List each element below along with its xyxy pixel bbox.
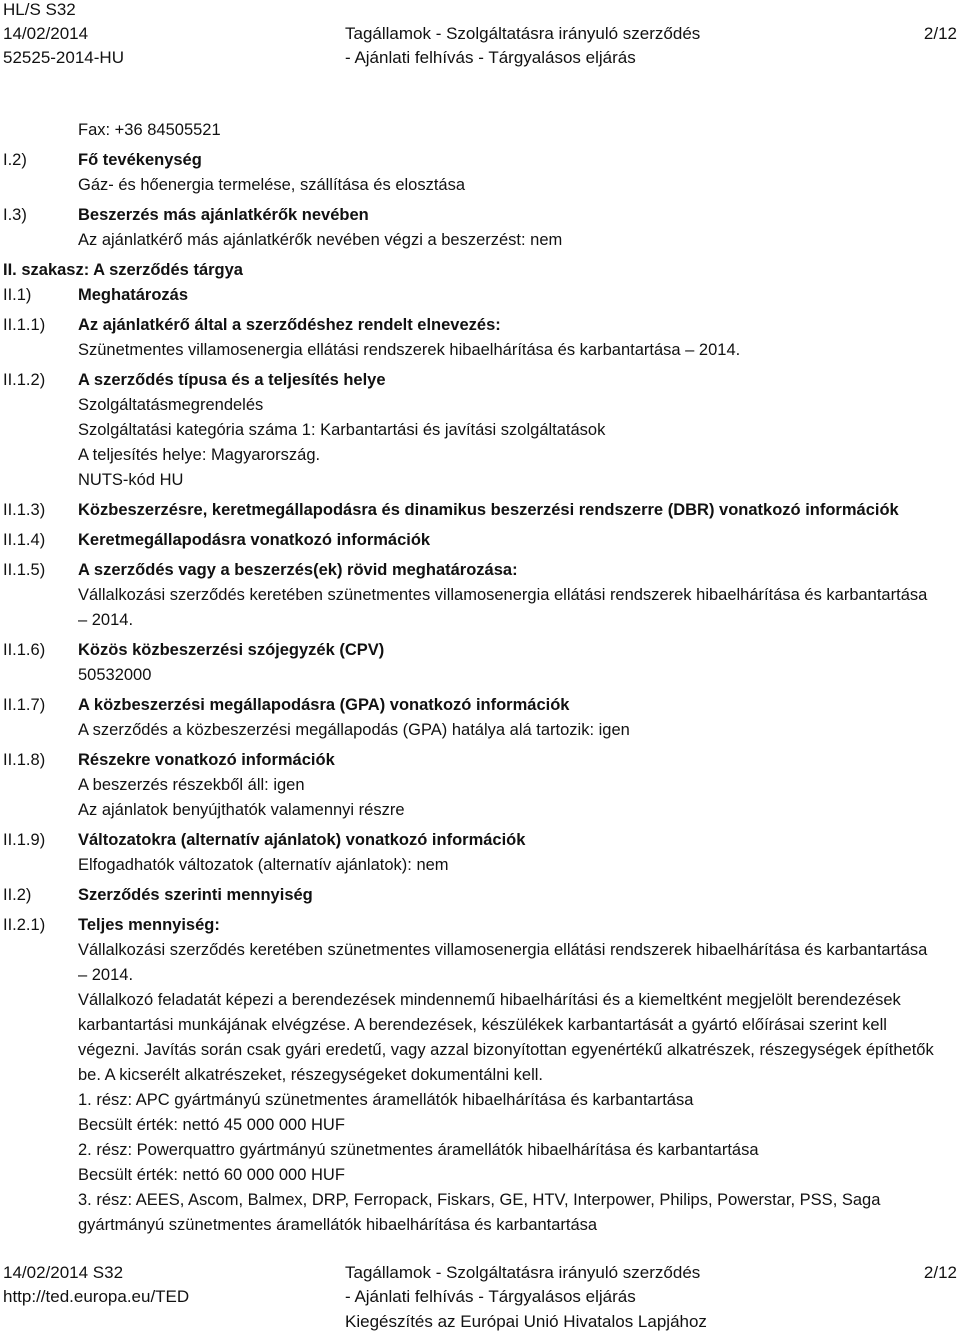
section-number: II.2): [3, 886, 32, 904]
section-text: Szolgáltatási kategória száma 1: Karbantartási és javítási szolgáltatások: [78, 421, 606, 439]
section-text: Vállalkozási szerződés keretében szünetmentes villamosenergia ellátási rendszerek hibaelhárítása és karbantartása – 2014.: [78, 586, 928, 629]
section-content: [78, 528, 960, 553]
section-heading: A közbeszerzési megállapodásra (GPA) vonatkozó információk: [78, 696, 570, 714]
section-text: Szünetmentes villamosenergia ellátási rendszerek hibaelhárítása és karbantartása – 2014.: [78, 341, 741, 359]
section-text: Vállalkozó feladatát képezi a berendezések mindennemű hibaelhárítási és a kiemeltként megjelölt berendezések karbantartási munkájának elvégzése. A berendezések, készülékek karbantartását a gyártó előírásai szerint kell végezni. Javítás során csak gyári eredetű, vagy azzal bizonyítottan egyenértékű alkatrészek, részegységek építhetők be. A kicserélt alkatrészeket, részegységeket dokumentálni kell.: [78, 991, 934, 1084]
section-text: Fax: +36 84505521: [78, 121, 221, 139]
section-content: [78, 748, 960, 823]
section-row: [0, 498, 960, 523]
section-number: II.1.3): [3, 501, 46, 519]
page-header: [0, 0, 960, 72]
section-row: [0, 528, 960, 553]
section-heading: Közbeszerzésre, keretmegállapodásra és dinamikus beszerzési rendszerre (DBR) vonatkozó információk: [78, 501, 899, 519]
footer-title-line1: Tagállamok - Szolgáltatásra irányuló szerződés: [345, 1263, 701, 1282]
header-doc-id: 52525-2014-HU: [3, 48, 124, 67]
section-content: [78, 498, 960, 523]
section-text: Becsült érték: nettó 60 000 000 HUF: [78, 1166, 345, 1184]
section-number: II.1.9): [3, 831, 46, 849]
section-text: A szerződés a közbeszerzési megállapodás (GPA) hatálya alá tartozik: igen: [78, 721, 630, 739]
section-row: [0, 368, 960, 493]
section-content: [78, 558, 960, 633]
section-content: [78, 913, 960, 1238]
section-row: [0, 693, 960, 743]
section-text: 3. rész: AEES, Ascom, Balmex, DRP, Ferropack, Fiskars, GE, HTV, Interpower, Philips, Powerstar, PSS, Saga gyártmányú szünetmentes áramellátók hibaelhárítása és karbantartása: [78, 1191, 881, 1234]
section-text: 1. rész: APC gyártmányú szünetmentes áramellátók hibaelhárítása és karbantartása: [78, 1091, 694, 1109]
section-text: 50532000: [78, 666, 152, 684]
section-row: [0, 748, 960, 823]
section-text: Az ajánlatok benyújthatók valamennyi részre: [78, 801, 405, 819]
section-heading: Közös közbeszerzési szójegyzék (CPV): [78, 641, 385, 659]
section-row: [0, 638, 960, 688]
section-row: [0, 828, 960, 878]
footer-title-line2: - Ajánlati felhívás - Tárgyalásos eljárás: [345, 1287, 636, 1306]
section-text: Vállalkozási szerződés keretében szünetmentes villamosenergia ellátási rendszerek hibaelhárítása és karbantartása – 2014.: [78, 941, 928, 984]
header-page-number: 2/12: [923, 24, 957, 43]
section-content: [78, 638, 960, 688]
section-number: II.1.4): [3, 531, 46, 549]
header-date: 14/02/2014: [3, 24, 89, 43]
page-footer: [0, 1263, 960, 1335]
header-title-line2: - Ajánlati felhívás - Tárgyalásos eljárás: [345, 48, 636, 67]
section-heading: Szerződés szerinti mennyiség: [78, 886, 313, 904]
section-number: I.3): [3, 206, 27, 224]
section-content: [78, 283, 960, 308]
section-text: 2. rész: Powerquattro gyártmányú szünetmentes áramellátók hibaelhárítása és karbantartása: [78, 1141, 759, 1159]
section-content: [78, 883, 960, 908]
section-title: II. szakasz: A szerződés tárgya: [3, 261, 243, 279]
section-content: [78, 148, 960, 198]
section-number: II.2.1): [3, 916, 46, 934]
section-heading: Meghatározás: [78, 286, 189, 304]
section-text: A teljesítés helye: Magyarország.: [78, 446, 321, 464]
section-content: [78, 828, 960, 878]
section-content: [78, 368, 960, 493]
section-heading: A szerződés típusa és a teljesítés helye: [78, 371, 386, 389]
section-number: II.1.2): [3, 371, 46, 389]
section-content: [78, 693, 960, 743]
footer-url[interactable]: http://ted.europa.eu/TED: [3, 1287, 190, 1306]
section-text: Gáz- és hőenergia termelése, szállítása és elosztása: [78, 176, 466, 194]
section-row: [0, 313, 960, 363]
section-heading: Az ajánlatkérő által a szerződéshez rendelt elnevezés:: [78, 316, 501, 334]
section-content: [78, 203, 960, 253]
section-text: Becsült érték: nettó 45 000 000 HUF: [78, 1116, 345, 1134]
section-number: II.1.8): [3, 751, 46, 769]
section-text: A beszerzés részekből áll: igen: [78, 776, 305, 794]
section-number: II.1.6): [3, 641, 46, 659]
section-heading: Keretmegállapodásra vonatkozó információk: [78, 531, 431, 549]
footer-date-series: 14/02/2014 S32: [3, 1263, 124, 1282]
section-heading: Fő tevékenység: [78, 151, 202, 169]
section-number: II.1): [3, 286, 32, 304]
section-number: II.1.7): [3, 696, 46, 714]
header-title-line1: Tagállamok - Szolgáltatásra irányuló szerződés: [345, 24, 701, 43]
section-heading: Beszerzés más ajánlatkérők nevében: [78, 206, 369, 224]
footer-page-number: 2/12: [923, 1263, 957, 1282]
section-row: [0, 913, 960, 1238]
section-content: [78, 118, 960, 143]
section-row: [0, 203, 960, 253]
section-heading: Teljes mennyiség:: [78, 916, 220, 934]
section-text: Az ajánlatkérő más ajánlatkérők nevében végzi a beszerzést: nem: [78, 231, 563, 249]
section-row: [0, 558, 960, 633]
section-row: [0, 283, 960, 308]
section-number: II.1.5): [3, 561, 46, 579]
section-heading: Részekre vonatkozó információk: [78, 751, 335, 769]
section-number: II.1.1): [3, 316, 46, 334]
section-number: [0, 118, 78, 143]
section-text: Elfogadhatók változatok (alternatív ajánlatok): nem: [78, 856, 449, 874]
footer-supplement: Kiegészítés az Európai Unió Hivatalos Lapjához: [345, 1312, 707, 1331]
section-heading: Változatokra (alternatív ajánlatok) vonatkozó információk: [78, 831, 526, 849]
section-content: [78, 313, 960, 363]
section-number: I.2): [3, 151, 27, 169]
section-text: NUTS-kód HU: [78, 471, 184, 489]
section-heading: A szerződés vagy a beszerzés(ek) rövid meghatározása:: [78, 561, 518, 579]
section-row: [0, 148, 960, 198]
section-text: Szolgáltatásmegrendelés: [78, 396, 264, 414]
section-row: [0, 118, 960, 143]
header-series: HL/S S32: [3, 0, 76, 19]
document-body: [0, 118, 960, 1243]
section-row: [0, 883, 960, 908]
